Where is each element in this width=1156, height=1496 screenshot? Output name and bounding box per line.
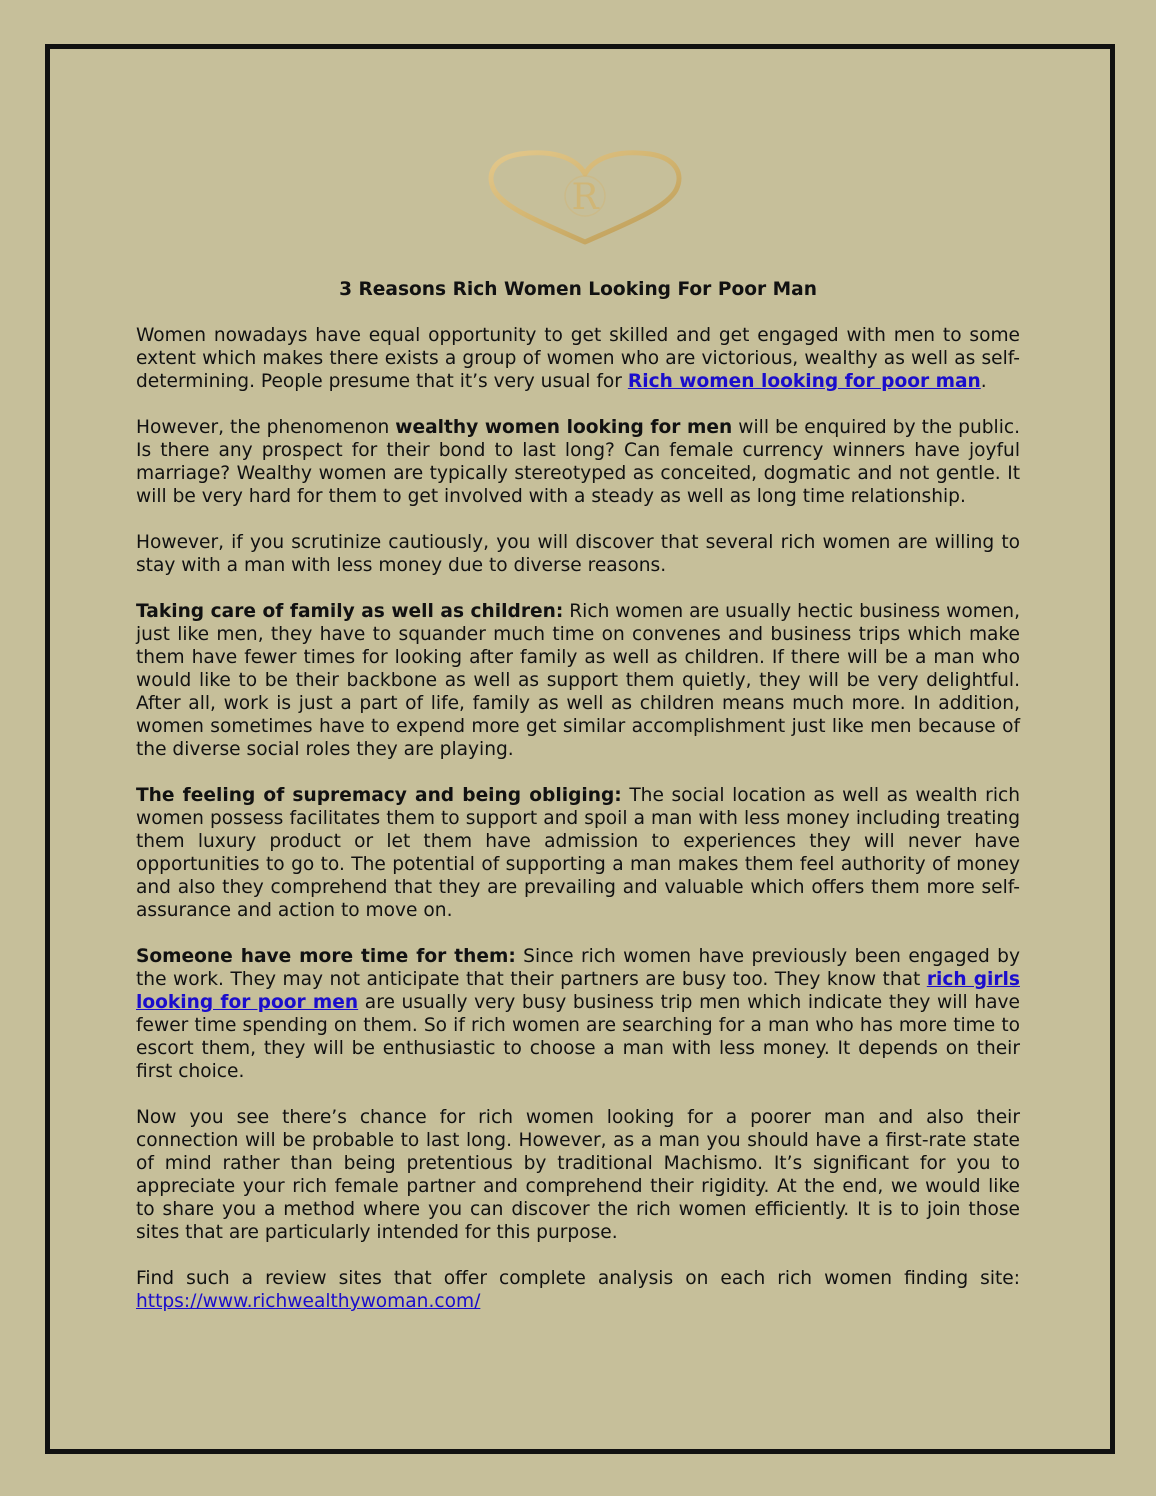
paragraph-phenomenon-after: will be enquired by the public. Is there any prospect for their bond to last long? Can female currency winners have joyful marriage? Wealthy women are typically stereotyped as conceited, dogmatic and not gentle. It will be very hard for them to get involved with a steady as well as long time relationship. [136, 417, 1020, 507]
supremacy-heading: The feeling of supremacy and being obliging: [136, 785, 622, 806]
paragraph-more-time [136, 945, 1020, 1083]
more-time-before: Since rich women have previously been engaged by the work. They may not anticipate that their partners are busy too. They know that [136, 946, 1020, 990]
paragraph-phenomenon-before: However, the phenomenon [136, 417, 396, 438]
paragraph-intro-after: . [980, 371, 987, 392]
heart-monogram-icon [480, 146, 690, 246]
family-text: Rich women are usually hectic business women, just like men, they have to squander much time on convenes and business trips which make them have fewer times for looking after family as well as children. If there will be a man who would like to be their backbone as well as support them quietly, they will be very delightful. After all, work is just a part of life, family as well as children means much more. In addition, women sometimes have to expend more get similar accomplishment just like men because of the diverse social roles they are playing. [136, 601, 1020, 760]
paragraph-scrutinize: However, if you scrutinize cautiously, you will discover that several rich women are willing to stay with a man with less money due to diverse reasons. [136, 532, 1020, 576]
paragraph-intro-text: Women nowadays have equal opportunity to get skilled and get engaged with men to some extent which makes there exists a group of women who are victorious, wealthy as well as self-determining. People presume that it’s very usual for [136, 325, 1020, 392]
paragraph-review-sites [136, 1267, 1020, 1313]
paragraph-phenomenon [136, 416, 1020, 508]
website-link[interactable]: https://www.richwealthywoman.com/ [136, 1291, 481, 1312]
logo-letter: R [571, 177, 599, 218]
heart-monogram-logo [480, 146, 690, 246]
supremacy-text: The social location as well as wealth rich women possess facilitates them to support and spoil a man with less money including treating them luxury product or let them have admission to experiences they will never have opportunities to go to. The potential of supporting a man makes them feel authority of money and also they comprehend that they are prevailing and valuable which offers them more self-assurance and action to move on. [136, 785, 1020, 921]
article-title: 3 Reasons Rich Women Looking For Poor Man [339, 279, 817, 300]
rich-girls-link[interactable]: rich girls looking for poor men [136, 969, 1020, 1013]
wealthy-women-keyword: wealthy women looking for men [395, 417, 733, 438]
review-sites-text: Find such a review sites that offer complete analysis on each rich women finding site: [136, 1268, 1020, 1289]
paragraph-supremacy [136, 784, 1020, 922]
article [136, 278, 1020, 1336]
more-time-heading: Someone have more time for them: [136, 946, 516, 967]
rich-women-link[interactable]: Rich women looking for poor man [627, 371, 981, 392]
paragraph-conclusion: Now you see there’s chance for rich women looking for a poorer man and also their connection will be probable to last long. However, as a man you should have a first-rate state of mind rather than being pretentious by traditional Machismo. It’s significant for you to appreciate your rich female partner and comprehend their rigidity. At the end, we would like to share you a method where you can discover the rich women efficiently. It is to join those sites that are particularly intended for this purpose. [136, 1107, 1020, 1243]
family-heading: Taking care of family as well as children: [136, 601, 564, 622]
paragraph-family [136, 600, 1020, 761]
paragraph-intro [136, 324, 1020, 393]
more-time-after: are usually very busy business trip men which indicate they will have fewer time spending on them. So if rich women are searching for a man who has more time to escort them, they will be enthusiastic to choose a man with less money. It depends on their first choice. [136, 992, 1020, 1082]
